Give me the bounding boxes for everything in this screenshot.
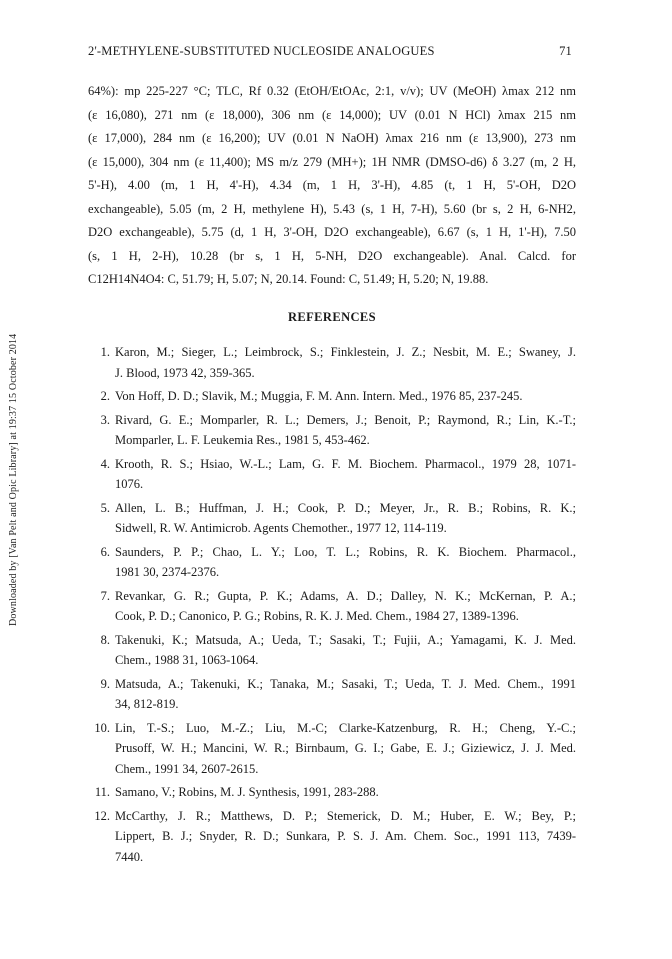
reference-line: Cook, P. D.; Canonico, P. G.; Robins, R. K. J. Med. Chem., 1984 27, 1389-1396.	[115, 609, 519, 623]
reference-number: 1.	[100, 345, 110, 359]
reference-line: Matsuda, A.; Takenuki, K.; Tanaka, M.; Sasaki, T.; Ueda, T. J. Med. Chem., 1991	[115, 676, 576, 691]
reference-line: Lippert, B. J.; Snyder, R. D.; Sunkara, P. S. J. Am. Chem. Soc., 1991 113, 7439-	[115, 829, 576, 843]
reference-line: 1981 30, 2374-2376.	[115, 565, 220, 579]
reference-item	[88, 542, 576, 583]
reference-item	[88, 806, 576, 868]
reference-item	[88, 454, 576, 495]
running-title: 2'-METHYLENE-SUBSTITUTED NUCLEOSIDE ANALOGUES	[88, 44, 435, 58]
reference-number: 6.	[100, 544, 110, 559]
body-line: exchangeable), 5.05 (m, 2 H, methylene H), 5.43 (s, 1 H, 7-H), 5.60 (br s, 2 H, 6-NH2,	[88, 201, 576, 216]
reference-line: Revankar, G. R.; Gupta, P. K.; Adams, A. D.; Dalley, N. K.; McKernan, P. A.;	[115, 588, 576, 603]
body-line: (ε 17,000), 284 nm (ε 16,200); UV (0.01 N NaOH) λmax 216 nm (ε 13,900), 273 nm	[88, 131, 576, 145]
experimental-paragraph	[88, 80, 576, 292]
references-list	[88, 342, 576, 870]
reference-item	[88, 342, 576, 383]
reference-line: Krooth, R. S.; Hsiao, W.-L.; Lam, G. F. M. Biochem. Pharmacol., 1979 28, 1071-	[115, 456, 576, 471]
reference-line: Samano, V.; Robins, M. J. Synthesis, 1991, 283-288.	[115, 785, 379, 799]
reference-line: Rivard, G. E.; Momparler, R. L.; Demers, J.; Benoit, P.; Raymond, R.; Lin, K.-T.;	[115, 412, 576, 427]
body-line: C12H14N4O4: C, 51.79; H, 5.07; N, 20.14. Found: C, 51.49; H, 5.20; N, 19.88.	[88, 272, 489, 286]
page-number: 71	[559, 44, 572, 58]
body-line: (ε 16,080), 271 nm (ε 18,000), 306 nm (ε 14,000); UV (0.01 N HCl) λmax 215 nm	[88, 107, 576, 122]
reference-line: Von Hoff, D. D.; Slavik, M.; Muggia, F. M. Ann. Intern. Med., 1976 85, 237-245.	[115, 389, 523, 403]
reference-line: McCarthy, J. R.; Matthews, D. P.; Stemerick, D. M.; Huber, E. W.; Bey, P.;	[115, 808, 576, 823]
reference-item	[88, 718, 576, 780]
reference-line: Takenuki, K.; Matsuda, A.; Ueda, T.; Sasaki, T.; Fujii, A.; Yamagami, K. J. Med.	[115, 632, 576, 647]
reference-number: 9.	[100, 676, 110, 691]
reference-number: 12.	[94, 808, 110, 823]
body-line: (s, 1 H, 2-H), 10.28 (br s, 1 H, 5-NH, D2O exchangeable). Anal. Calcd. for	[88, 248, 576, 263]
reference-number: 10.	[94, 720, 110, 735]
reference-line: Sidwell, R. W. Antimicrob. Agents Chemother., 1977 12, 114-119.	[115, 521, 447, 535]
reference-item	[88, 782, 576, 803]
reference-item	[88, 586, 576, 627]
reference-number: 3.	[100, 412, 110, 427]
reference-line: Karon, M.; Sieger, L.; Leimbrock, S.; Finklestein, J. Z.; Nesbit, M. E.; Swaney, J.	[115, 345, 576, 359]
reference-number: 7.	[100, 588, 110, 603]
reference-item	[88, 498, 576, 539]
reference-item	[88, 386, 576, 407]
download-watermark: Downloaded by [Van Pelt and Opic Library] at 19:37 15 October 2014	[8, 333, 19, 627]
reference-line: 7440.	[115, 849, 144, 864]
reference-line: J. Blood, 1973 42, 359-365.	[115, 365, 255, 380]
reference-number: 2.	[100, 389, 110, 403]
reference-number: 4.	[100, 456, 110, 471]
reference-line: Chem., 1988 31, 1063-1064.	[115, 653, 259, 667]
reference-item	[88, 674, 576, 715]
body-line: 5'-H), 4.00 (m, 1 H, 4'-H), 4.34 (m, 1 H, 3'-H), 4.85 (t, 1 H, 5'-OH, D2O	[88, 178, 576, 192]
reference-line: 34, 812-819.	[115, 697, 179, 711]
reference-line: Prusoff, W. H.; Mancini, W. R.; Birnbaum, G. I.; Gabe, E. J.; Giziewicz, J. J. Med.	[115, 741, 576, 755]
reference-line: Saunders, P. P.; Chao, L. Y.; Loo, T. L.; Robins, R. K. Biochem. Pharmacol.,	[115, 544, 576, 559]
references-heading: REFERENCES	[287, 310, 377, 324]
reference-line: Chem., 1991 34, 2607-2615.	[115, 761, 259, 776]
body-line: (ε 15,000), 304 nm (ε 11,400); MS m/z 279 (MH+); 1H NMR (DMSO-d6) δ 3.27 (m, 2 H,	[88, 154, 576, 169]
reference-number: 11.	[94, 785, 110, 799]
reference-number: 8.	[100, 632, 110, 647]
reference-line: Allen, L. B.; Huffman, J. H.; Cook, P. D.; Meyer, Jr., R. B.; Robins, R. K.;	[115, 500, 576, 515]
reference-number: 5.	[100, 500, 110, 515]
reference-line: Lin, T.-S.; Luo, M.-Z.; Liu, M.-C; Clarke-Katzenburg, R. H.; Cheng, Y.-C.;	[115, 720, 576, 735]
running-header	[88, 44, 572, 62]
body-line: 64%): mp 225-227 °C; TLC, Rf 0.32 (EtOH/EtOAc, 2:1, v/v); UV (MeOH) λmax 212 nm	[88, 84, 576, 98]
reference-item	[88, 630, 576, 671]
reference-line: 1076.	[115, 477, 144, 491]
reference-line: Momparler, L. F. Leukemia Res., 1981 5, 453-462.	[115, 433, 370, 447]
body-line: D2O exchangeable), 5.75 (d, 1 H, 3'-OH, D2O exchangeable), 6.67 (s, 1 H, 1'-H), 7.50	[88, 225, 576, 239]
reference-item	[88, 410, 576, 451]
